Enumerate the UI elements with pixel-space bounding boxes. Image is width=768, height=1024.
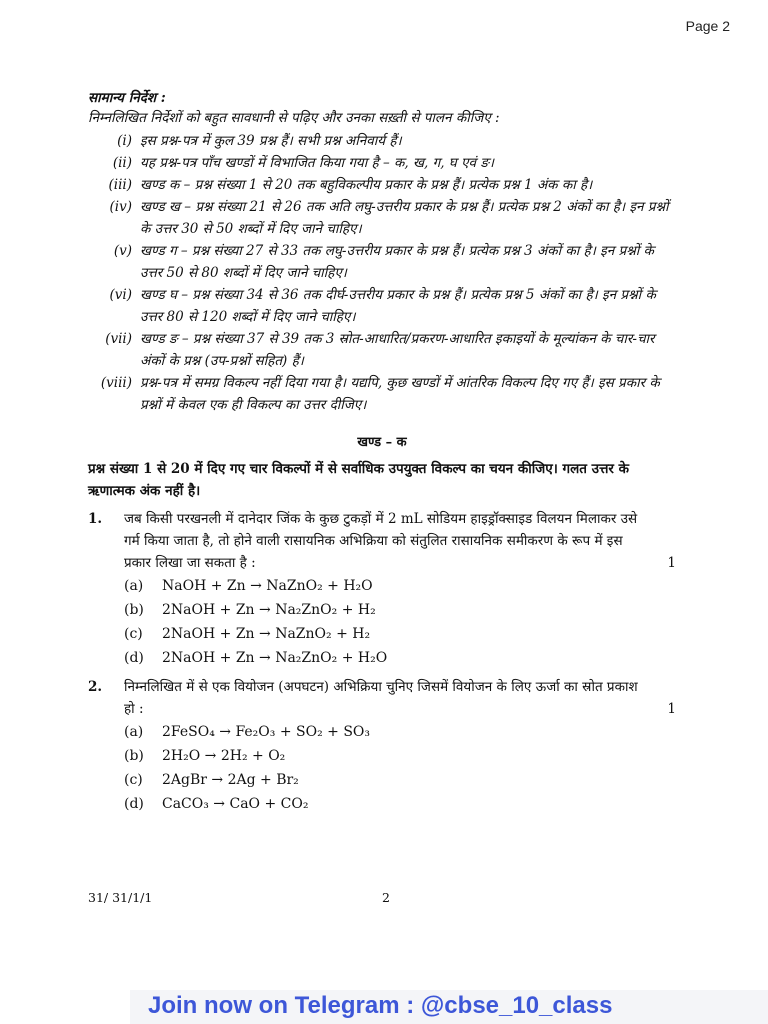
document-body <box>88 88 676 816</box>
instruction-item <box>88 240 676 284</box>
section-title: खण्ड – क <box>357 435 407 450</box>
instruction-item <box>88 284 676 328</box>
option <box>88 744 676 768</box>
option-label: (b) <box>124 602 144 618</box>
option-label: (a) <box>124 578 144 594</box>
option <box>88 622 676 646</box>
option-text: 2NaOH + Zn → Na₂ZnO₂ + H₂ <box>162 602 376 618</box>
question-text: निम्नलिखित में से एक वियोजन (अपघटन) अभिक्रिया चुनिए जिसमें वियोजन के लिए ऊर्जा का स्रोत प्रकाश हो : <box>124 679 638 717</box>
option-label: (d) <box>124 650 144 666</box>
instruction-item <box>88 372 676 416</box>
option-label: (a) <box>124 724 144 740</box>
instruction-text: प्रश्न-पत्र में समग्र विकल्प नहीं दिया गया है। यद्यपि, कुछ खण्डों में आंतरिक विकल्प दिए गए हैं। इस प्रकार के प्रश्नों में केवल एक ही विकल्प का उत्तर दीजिए। <box>140 375 660 413</box>
option-text: CaCO₃ → CaO + CO₂ <box>162 796 309 812</box>
option <box>88 768 676 792</box>
instruction-number: (ii) <box>112 155 132 171</box>
question-number: 2. <box>88 679 103 695</box>
instruction-number: (iii) <box>108 177 132 193</box>
option <box>88 598 676 622</box>
instruction-number: (vi) <box>109 287 132 303</box>
instructions-heading: सामान्य निर्देश : <box>88 90 166 106</box>
page-number: 2 <box>382 890 390 905</box>
option <box>88 792 676 816</box>
instruction-text: खण्ड ख – प्रश्न संख्या 21 से 26 तक अति लघु-उत्तरीय प्रकार के प्रश्न हैं। प्रत्येक प्रश्न 2 अंकों का है। इन प्रश्नों के उत्तर 30 से 50 शब्दों में दिए जाने चाहिए। <box>140 199 669 237</box>
option-text: 2NaOH + Zn → Na₂ZnO₂ + H₂O <box>162 650 388 666</box>
option-text: NaOH + Zn → NaZnO₂ + H₂O <box>162 578 373 594</box>
instruction-text: खण्ड घ – प्रश्न संख्या 34 से 36 तक दीर्घ-उत्तरीय प्रकार के प्रश्न हैं। प्रत्येक प्रश्न 5 अंकों का है। इन प्रश्नों के उत्तर 80 से 120 शब्दों में दिए जाने चाहिए। <box>140 287 656 325</box>
telegram-banner-text[interactable]: Join now on Telegram : @cbse_10_class <box>148 992 613 1019</box>
section-description: प्रश्न संख्या 1 से 20 में दिए गए चार विकल्पों में से सर्वाधिक उपयुक्त विकल्प का चयन कीजिए। गलत उत्तर के ऋणात्मक अंक नहीं है। <box>88 461 630 499</box>
option <box>88 720 676 744</box>
instruction-text: खण्ड क – प्रश्न संख्या 1 से 20 तक बहुविकल्पीय प्रकार के प्रश्न हैं। प्रत्येक प्रश्न 1 अंक का है। <box>140 177 593 193</box>
question <box>88 676 676 720</box>
instructions-intro: निम्नलिखित निर्देशों को बहुत सावधानी से पढ़िए और उनका सख़्ती से पालन कीजिए : <box>88 110 500 126</box>
instruction-number: (vii) <box>105 331 132 347</box>
instruction-item <box>88 196 676 240</box>
option <box>88 646 676 670</box>
question-text: जब किसी परखनली में दानेदार जिंक के कुछ टुकड़ों में 2 mL सोडियम हाइड्रॉक्साइड विलयन मिलाकर उसे गर्म किया जाता है, तो होने वाली रासायनिक अभिक्रिया को संतुलित रासायनिक समीकरण के रूप में इस प्रकार लिखा जा सकता है : <box>124 511 638 571</box>
option-label: (d) <box>124 796 144 812</box>
instruction-number: (i) <box>117 133 132 149</box>
option-text: 2AgBr → 2Ag + Br₂ <box>162 772 299 788</box>
instruction-text: खण्ड ग – प्रश्न संख्या 27 से 33 तक लघु-उत्तरीय प्रकार के प्रश्न हैं। प्रत्येक प्रश्न 3 अंकों का है। इन प्रश्नों के उत्तर 50 से 80 शब्दों में दिए जाने चाहिए। <box>140 243 654 281</box>
option-text: 2H₂O → 2H₂ + O₂ <box>162 748 286 764</box>
instruction-text: खण्ड ङ – प्रश्न संख्या 37 से 39 तक 3 स्रोत-आधारित/प्रकरण-आधारित इकाइयों के मूल्यांकन के चार-चार अंकों के प्रश्न (उप-प्रश्नों सहित) हैं। <box>140 331 655 369</box>
instruction-item <box>88 152 676 174</box>
instruction-number: (iv) <box>109 199 132 215</box>
instruction-item <box>88 174 676 196</box>
option-text: 2FeSO₄ → Fe₂O₃ + SO₂ + SO₃ <box>162 724 371 740</box>
instruction-number: (viii) <box>100 375 132 391</box>
option-label: (b) <box>124 748 144 764</box>
question <box>88 508 676 574</box>
question-marks: 1 <box>667 555 676 571</box>
instruction-text: यह प्रश्न-पत्र पाँच खण्डों में विभाजित किया गया है – क, ख, ग, घ एवं ङ। <box>140 155 495 171</box>
paper-code: 31/ 31/1/1 <box>88 890 153 905</box>
option-label: (c) <box>124 772 143 788</box>
page-label: Page 2 <box>685 18 730 34</box>
option-text: 2NaOH + Zn → NaZnO₂ + H₂ <box>162 626 371 642</box>
option-label: (c) <box>124 626 143 642</box>
instruction-item <box>88 328 676 372</box>
instruction-text: इस प्रश्न-पत्र में कुल 39 प्रश्न हैं। सभी प्रश्न अनिवार्य हैं। <box>140 133 402 149</box>
option <box>88 574 676 598</box>
question-marks: 1 <box>667 701 676 717</box>
instruction-item <box>88 130 676 152</box>
instruction-number: (v) <box>113 243 132 259</box>
question-number: 1. <box>88 511 103 527</box>
